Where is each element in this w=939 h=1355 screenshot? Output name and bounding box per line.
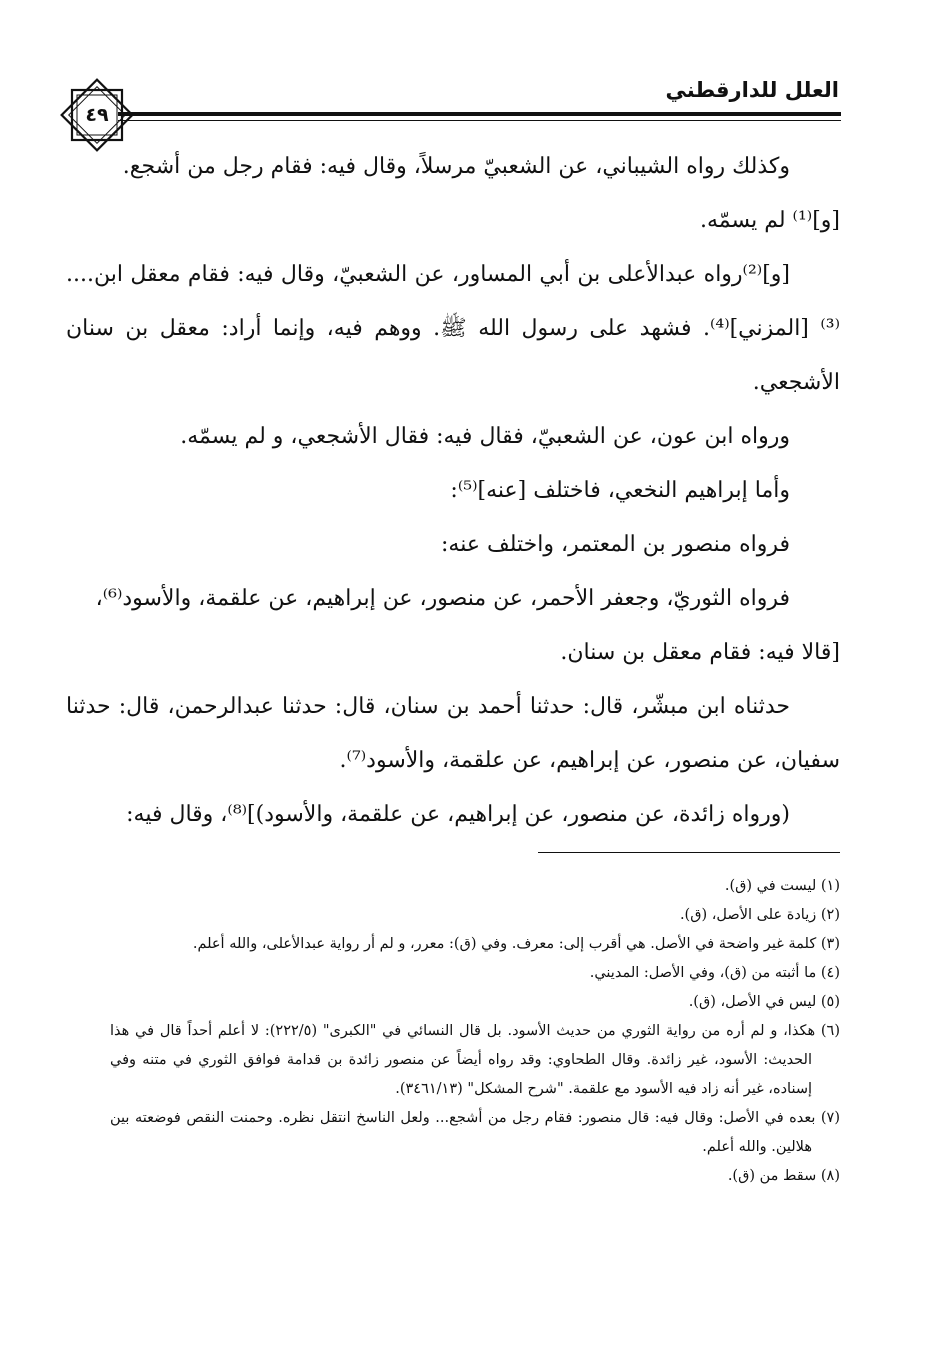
- footnote-separator: [538, 852, 840, 853]
- footnote-6: (٦) هكذا، و لم أره من رواية الثوري من حديث الأسود. بل قال النسائي في "الكبرى" (٢٢٢/٥): لا أعلم أحداً قال في هذا الحديث: الأسود، غير زائدة. وقال الطحاوي: وقد رواه أيضاً عن منصور زائدة بن قدامة فوافق الثوري في متنه وفي إسناده، غير أنه زاد فيه الأسود مع علقمة. "شرح المشكل" (٣٤٦١/١٣).: [110, 1023, 840, 1097]
- header-rule: [118, 112, 841, 116]
- footnote-3: (٣) كلمة غير واضحة في الأصل. هي أقرب إلى: معرف. وفي (ق): معرر، و لم أر رواية عبدالأعلى، والله أعلم.: [192, 936, 840, 952]
- header-rule-thin: [118, 120, 841, 121]
- paragraph-1-line-2: [و]⁽¹⁾ لم يسمّه.: [699, 208, 840, 233]
- page-number: ٤٩: [85, 104, 109, 126]
- main-text: [66, 140, 840, 842]
- paragraph-7: حدثناه ابن مبشّر، قال: حدثنا أحمد بن سنان، قال: حدثنا عبدالرحمن، قال: حدثنا سفيان، عن منصور، عن إبراهيم، عن علقمة، والأسود⁽⁷⁾.: [66, 694, 840, 773]
- paragraph-3: ورواه ابن عون، عن الشعبيّ، فقال فيه: فقال الأشجعي، و لم يسمّه.: [180, 424, 790, 449]
- paragraph-1-line-1: وكذلك رواه الشيباني، عن الشعبيّ مرسلاً، وقال فيه: فقام رجل من أشجع.: [122, 154, 790, 179]
- footnotes: [110, 872, 840, 1191]
- paragraph-6-line-2: [قالا فيه: فقام معقل بن سنان.: [560, 640, 840, 665]
- paragraph-6-line-1: فرواه الثوريّ، وجعفر الأحمر، عن منصور، عن إبراهيم، عن علقمة، والأسود⁽⁶⁾،: [95, 586, 790, 611]
- paragraph-4: وأما إبراهيم النخعي، فاختلف [عنه]⁽⁵⁾:: [450, 478, 790, 503]
- paragraph-5: فرواه منصور بن المعتمر، واختلف عنه:: [441, 532, 790, 557]
- paragraph-2: [و]⁽²⁾رواه عبدالأعلى بن أبي المساور، عن الشعبيّ، وقال فيه: فقام معقل ابن....⁽³⁾ [المزني]⁽⁴⁾. فشهد على رسول الله ﷺ. ووهم فيه، وإنما أراد: معقل بن سنان الأشجعي.: [66, 262, 840, 395]
- footnote-7: (٧) بعده في الأصل: وقال فيه: قال منصور: فقام رجل من أشجع... ولعل الناسخ انتقل نظره. وحمنت النقص فوضعته بين هلالين. والله أعلم.: [110, 1110, 840, 1155]
- footnote-1: (١) ليست في (ق).: [724, 878, 840, 894]
- footnote-4: (٤) ما أثبته من (ق)، وفي الأصل: المديني.: [589, 965, 840, 981]
- paragraph-8: (ورواه زائدة، عن منصور، عن إبراهيم، عن علقمة، والأسود)]⁽⁸⁾، وقال فيه:: [126, 802, 790, 827]
- footnote-5: (٥) ليس في الأصل، (ق).: [688, 994, 840, 1010]
- running-header-title: العلل للدارقطني: [665, 78, 839, 102]
- footnote-2: (٢) زيادة على الأصل، (ق).: [679, 907, 840, 923]
- footnote-8: (٨) سقط من (ق).: [727, 1168, 840, 1184]
